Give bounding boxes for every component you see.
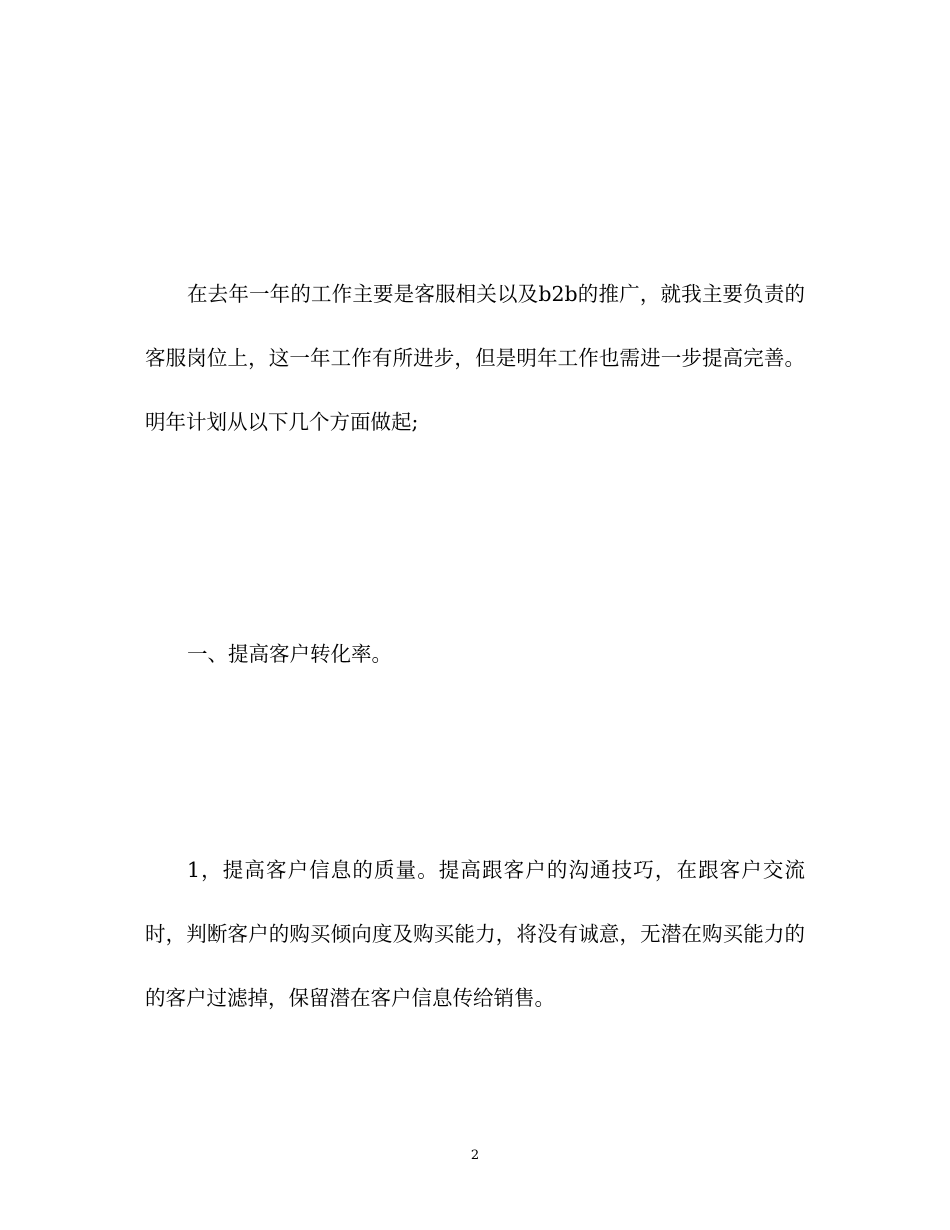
list-item-paragraph: 1，提高客户信息的质量。提高跟客户的沟通技巧，在跟客户交流时，判断客户的购买倾向度及购买能力，将没有诚意，无潜在购买能力的的客户过滤掉，保留潜在客户信息传给销售。 <box>145 858 805 1010</box>
intro-paragraph: 在去年一年的工作主要是客服相关以及b2b的推广，就我主要负责的客服岗位上，这一年工作有所进步，但是明年工作也需进一步提高完善。明年计划从以下几个方面做起; <box>145 282 805 434</box>
page-number: 2 <box>470 1148 480 1163</box>
section-heading: 一、提高客户转化率。 <box>187 642 392 666</box>
